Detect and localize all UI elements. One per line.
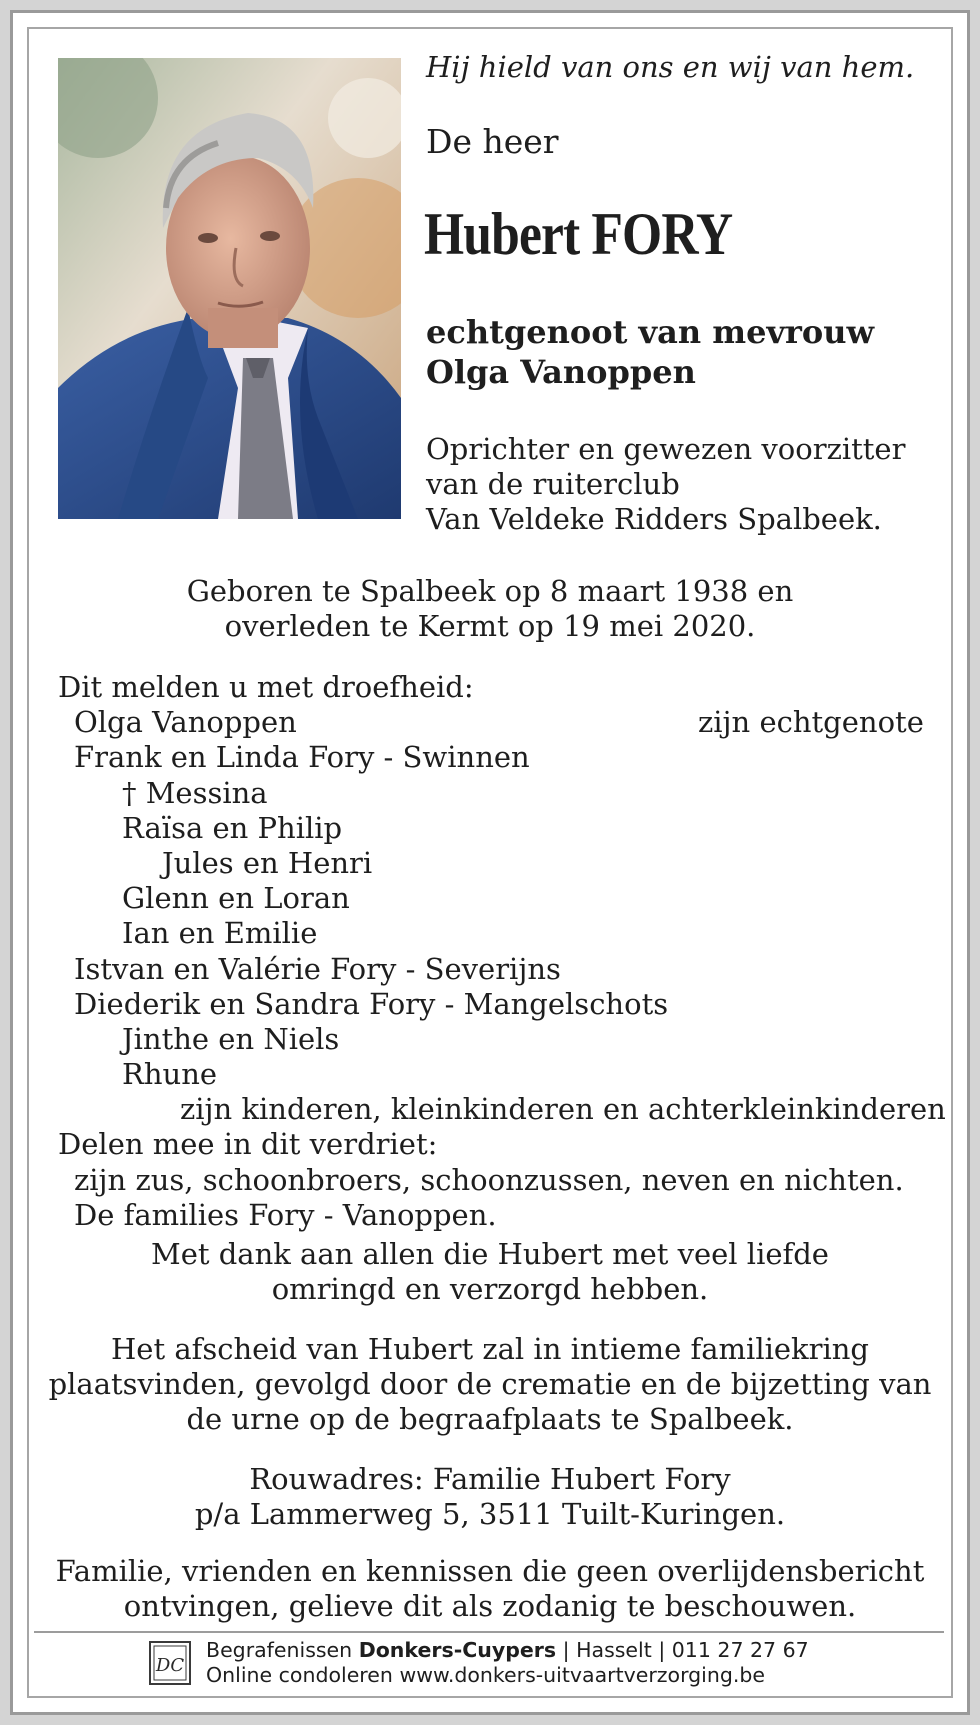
share-line: zijn zus, schoonbroers, schoonzussen, neven en nichten.	[74, 1162, 904, 1197]
footer-company: Donkers-Cuypers	[358, 1638, 557, 1662]
footer-line-2	[206, 1663, 809, 1688]
spouse-mention	[426, 312, 874, 392]
thanks-line: Met dank aan allen die Hubert met veel liefde	[151, 1237, 829, 1271]
info-line: overleden te Kermt op 19 mei 2020.	[224, 609, 756, 643]
kinship-line: zijn kinderen, kleinkinderen en achterkleinkinderen	[180, 1092, 946, 1127]
family-entry: Istvan en Valérie Fory - Severijns	[74, 951, 561, 986]
honorific: De heer	[426, 122, 559, 161]
funeral-home-footer	[206, 1638, 809, 1688]
footer-divider	[34, 1631, 944, 1633]
address-line: Rouwadres: Familie Hubert Fory	[249, 1462, 731, 1496]
family-entry: Raïsa en Philip	[122, 810, 343, 845]
footer-sep: |	[658, 1638, 666, 1662]
family-entry: Frank en Linda Fory - Swinnen	[74, 740, 530, 775]
footer-phone: 011 27 27 67	[671, 1638, 809, 1662]
farewell-line: Het afscheid van Hubert zal in intieme familiekring	[111, 1332, 869, 1366]
footer-online-label: Online condoleren	[206, 1663, 393, 1687]
notice-paragraph	[0, 1554, 980, 1624]
spouse-role: zijn echtgenote	[698, 705, 924, 739]
announce-intro: Dit melden u met droefheid:	[58, 670, 474, 704]
funeral-home-logo	[148, 1640, 192, 1686]
portrait-photo	[58, 58, 401, 519]
thanks-paragraph	[0, 1237, 980, 1307]
role-line: Van Veldeke Ridders Spalbeek.	[426, 502, 882, 536]
spouse-line: echtgenoot van mevrouw	[426, 313, 875, 351]
deceased-name: Hubert FORY	[424, 201, 733, 267]
farewell-paragraph	[0, 1332, 980, 1437]
share-intro: Delen mee in dit verdriet:	[58, 1127, 438, 1162]
notice-line: Familie, vrienden en kennissen die geen overlijdensbericht	[55, 1554, 925, 1588]
family-entry: Diederik en Sandra Fory - Mangelschots	[74, 986, 669, 1021]
spouse-name: Olga Vanoppen	[426, 353, 696, 391]
footer-sep: |	[562, 1638, 570, 1662]
role-line: Oprichter en gewezen voorzitter	[426, 432, 906, 466]
family-entry: Rhune	[122, 1057, 218, 1092]
farewell-line: de urne op de begraafplaats te Spalbeek.	[186, 1402, 794, 1436]
farewell-line: plaatsvinden, gevolgd door de crematie en de bijzetting van	[48, 1367, 932, 1401]
birth-death-info	[0, 574, 980, 644]
spouse-entry: Olga Vanoppen	[74, 705, 297, 740]
motto: Hij hield van ons en wij van hem.	[426, 50, 915, 84]
role-description	[426, 432, 905, 537]
family-entry: Jinthe en Niels	[122, 1021, 340, 1056]
thanks-line: omringd en verzorgd hebben.	[271, 1272, 709, 1306]
svg-text:DC: DC	[155, 1655, 185, 1676]
mourners-list	[58, 670, 946, 1233]
mourning-address	[0, 1462, 980, 1532]
footer-city: Hasselt	[576, 1638, 652, 1662]
address-line: p/a Lammerweg 5, 3511 Tuilt-Kuringen.	[194, 1497, 786, 1531]
family-entry: Jules en Henri	[162, 845, 373, 880]
family-entry: Glenn en Loran	[122, 881, 350, 916]
family-entry: Ian en Emilie	[122, 916, 318, 951]
footer-website[interactable]: www.donkers-uitvaartverzorging.be	[399, 1663, 766, 1687]
share-line: De families Fory - Vanoppen.	[74, 1197, 497, 1232]
notice-line: ontvingen, gelieve dit als zodanig te beschouwen.	[123, 1589, 857, 1623]
footer-prefix: Begrafenissen	[206, 1638, 353, 1662]
family-entry: † Messina	[122, 775, 268, 810]
role-line: van de ruiterclub	[426, 467, 680, 501]
info-line: Geboren te Spalbeek op 8 maart 1938 en	[186, 574, 794, 608]
footer-line-1	[206, 1638, 809, 1663]
